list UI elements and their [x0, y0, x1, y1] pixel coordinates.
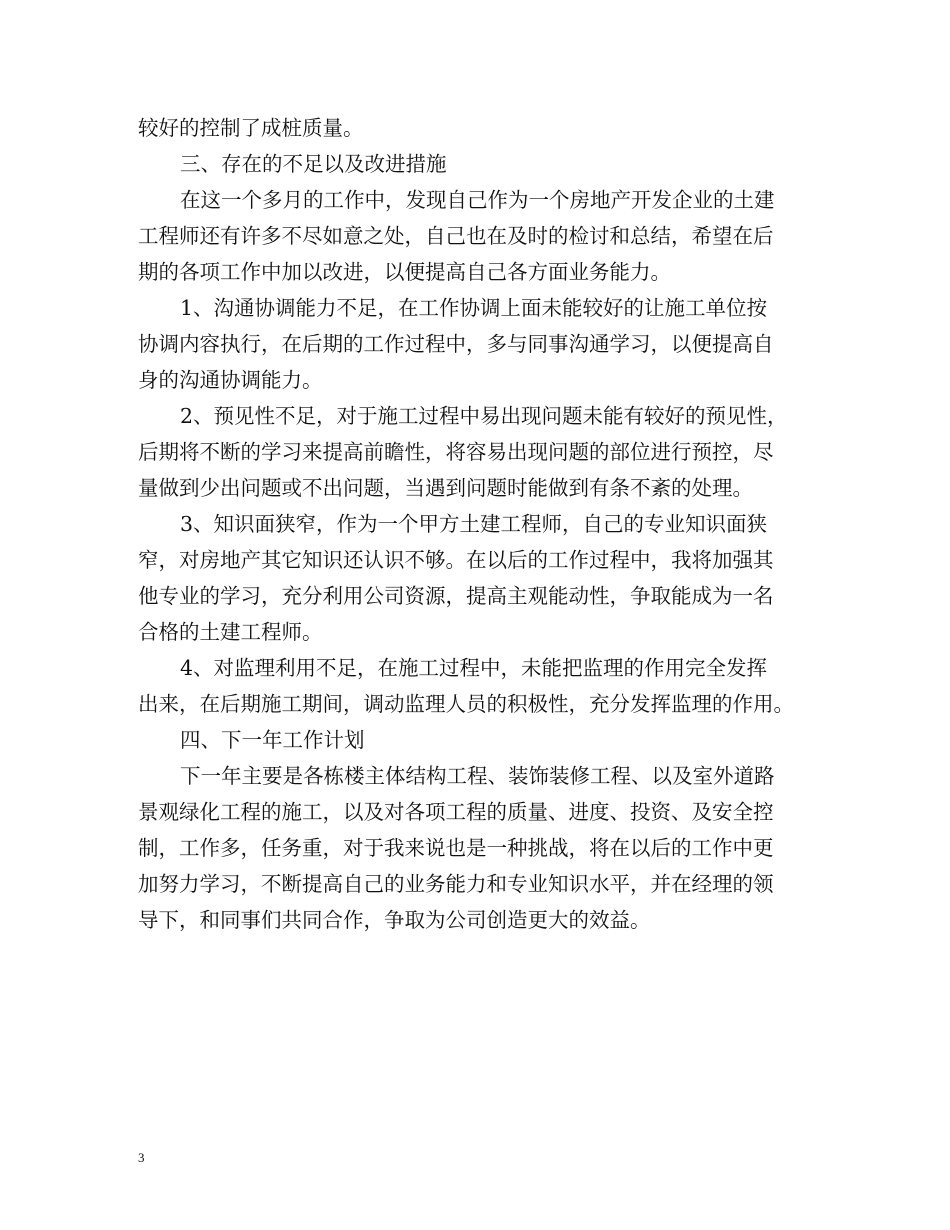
document-body [138, 110, 824, 938]
page-number: 3 [138, 1150, 145, 1165]
text-line: 较好的控制了成桩质量。 [138, 116, 364, 140]
text-line: 身的沟通协调能力。 [138, 368, 323, 392]
text-line: 合格的土建工程师。 [138, 620, 323, 644]
text-line: 协调内容执行，在后期的工作过程中，多与同事沟通学习，以便提高自 [138, 332, 774, 356]
list-item-start: 2、预见性不足，对于施工过程中易出现问题未能有较好的预见性， [180, 404, 788, 428]
text-line: 出来，在后期施工期间，调动监理人员的积极性，充分发挥监理的作用。 [138, 692, 794, 716]
text-line: 他专业的学习，充分利用公司资源，提高主观能动性，争取能成为一名 [138, 584, 774, 608]
section-heading: 四、下一年工作计划 [180, 728, 365, 752]
text-line: 工程师还有许多不尽如意之处，自己也在及时的检讨和总结，希望在后 [138, 224, 774, 248]
text-line: 量做到少出问题或不出问题，当遇到问题时能做到有条不紊的处理。 [138, 476, 753, 500]
text-line: 在这一个多月的工作中，发现自己作为一个房地产开发企业的土建 [180, 188, 775, 212]
text-line: 窄，对房地产其它知识还认识不够。在以后的工作过程中，我将加强其 [138, 548, 774, 572]
text-line: 导下，和同事们共同合作，争取为公司创造更大的效益。 [138, 908, 651, 932]
list-item-start: 1、沟通协调能力不足，在工作协调上面未能较好的让施工单位按 [180, 296, 768, 320]
text-line: 加努力学习，不断提高自己的业务能力和专业知识水平，并在经理的领 [138, 872, 774, 896]
text-line: 景观绿化工程的施工，以及对各项工程的质量、进度、投资、及安全控 [138, 800, 774, 824]
text-line: 后期将不断的学习来提高前瞻性，将容易出现问题的部位进行预控，尽 [138, 440, 774, 464]
text-line: 下一年主要是各栋楼主体结构工程、装饰装修工程、以及室外道路 [180, 764, 775, 788]
text-line: 制，工作多，任务重，对于我来说也是一种挑战，将在以后的工作中更 [138, 836, 774, 860]
list-item-start: 4、对监理利用不足，在施工过程中，未能把监理的作用完全发挥 [180, 656, 768, 680]
section-heading: 三、存在的不足以及改进措施 [180, 152, 447, 176]
list-item-start: 3、知识面狭窄，作为一个甲方土建工程师，自己的专业知识面狭 [180, 512, 768, 536]
text-line: 期的各项工作中加以改进，以便提高自己各方面业务能力。 [138, 260, 671, 284]
